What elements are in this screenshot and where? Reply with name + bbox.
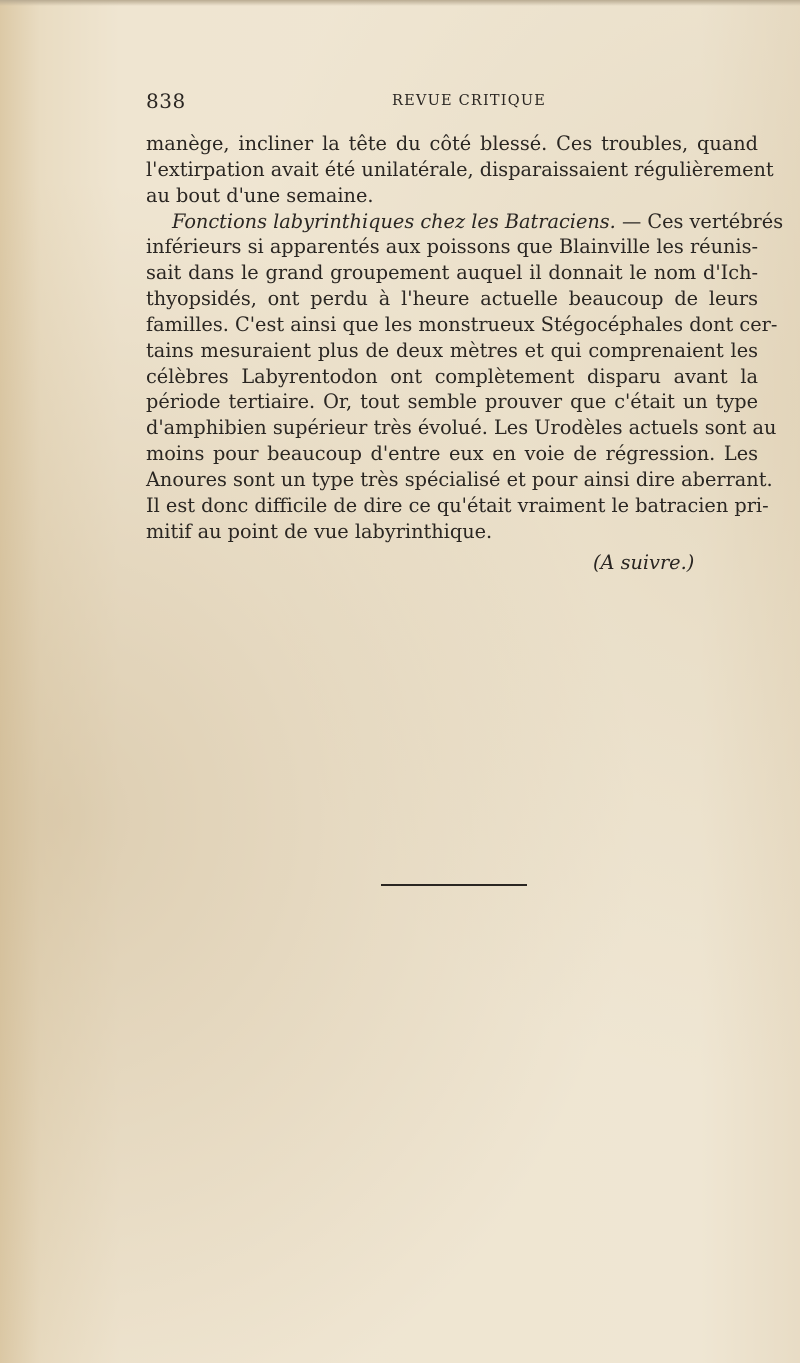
text-line: au bout d'une semaine. — [146, 183, 374, 207]
text-line: Anoures sont un type très spécialisé et pour ainsi dire aberrant. — [146, 467, 773, 491]
page-number: 838 — [146, 89, 186, 113]
section-divider — [381, 884, 527, 886]
text-line: l'extirpation avait été unilatérale, disparaissaient régulièrement — [146, 157, 774, 181]
section-first-line — [146, 209, 784, 235]
text-line: d'amphibien supérieur très évolué. Les Urodèles actuels sont au — [146, 416, 777, 440]
text-line: moins pour beaucoup d'entre eux en voie de régression. Les — [146, 442, 758, 466]
text-line: thyopsidés, ont perdu à l'heure actuelle beaucoup de leurs — [146, 287, 758, 311]
running-title: REVUE CRITIQUE — [392, 93, 547, 109]
top-edge-shadow — [0, 0, 800, 6]
section-heading: Fonctions labyrinthiques chez les Batraciens. — [172, 209, 616, 233]
text-line: inférieurs si apparentés aux poissons que Blainville les réunis- — [146, 235, 758, 259]
text-line: célèbres Labyrentodon ont complètement disparu avant la — [146, 364, 758, 388]
text-line: familles. C'est ainsi que les monstrueux Stégocéphales dont cer- — [146, 312, 778, 336]
text-line: manège, incliner la tête du côté blessé. Ces troubles, quand — [146, 132, 758, 155]
text-line: mitif au point de vue labyrinthique. — [146, 519, 493, 543]
continuation-note: (A suivre.) — [593, 551, 695, 574]
text-line: période tertiaire. Or, tout semble prouver que c'était un type — [146, 390, 758, 414]
section-first-line-rest: — Ces vertébrés — [615, 209, 784, 233]
text-line: sait dans le grand groupement auquel il donnait le nom d'Ich- — [146, 261, 758, 285]
text-line: Il est donc difficile de dire ce qu'était vraiment le batracien pri- — [146, 493, 769, 517]
running-head — [146, 89, 758, 113]
text-line: tains mesuraient plus de deux mètres et qui comprenaient les — [146, 338, 758, 362]
body-text — [146, 131, 784, 545]
